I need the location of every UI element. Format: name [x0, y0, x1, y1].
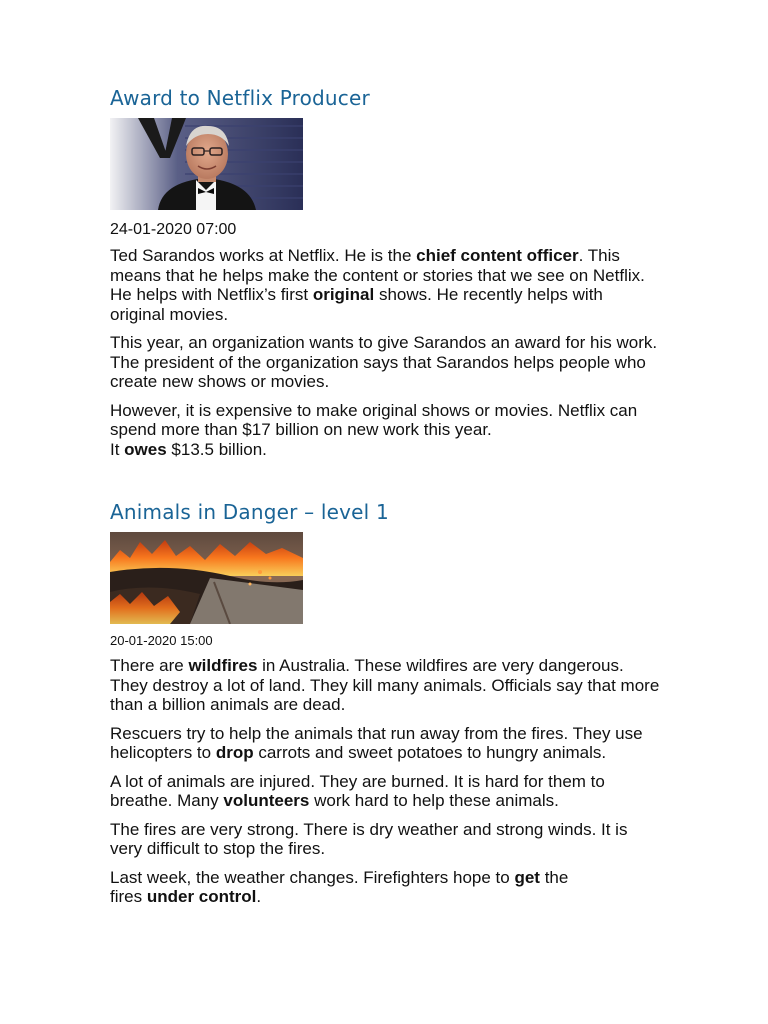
paragraph-text: The fires are very strong. There is dry weather and strong winds. It is very difficult to stop the fires. [110, 819, 628, 858]
article-paragraph [110, 333, 662, 392]
article-photo-wildfire [110, 532, 303, 624]
article-date: 20-01-2020 15:00 [110, 633, 213, 648]
article-paragraph [110, 868, 662, 907]
article-netflix-award [110, 85, 662, 468]
article-title[interactable]: Award to Netflix Producer [110, 86, 370, 110]
article-paragraph [110, 401, 662, 460]
article-paragraph [110, 246, 662, 324]
paragraph-text: the [539, 867, 569, 887]
paragraph-text: . This means that he helps make the content or stories that we see on Netflix. He helps with Netflix’s first [110, 246, 645, 304]
vocabulary-term: original [312, 285, 375, 304]
vocabulary-term: wildfires [188, 656, 258, 675]
article-paragraph [110, 772, 662, 811]
article-paragraph [110, 820, 662, 859]
paragraph-text: . [256, 887, 262, 906]
paragraph-text: shows. He recently helps with original movies. [110, 285, 603, 324]
paragraph-text: carrots and sweet potatoes to hungry animals. [253, 743, 607, 762]
paragraph-text: It [110, 439, 125, 459]
paragraph-text: However, it is expensive to make original shows or movies. Netflix can spend more than $17 billion on new work this year. [110, 400, 638, 439]
article-animals-in-danger [110, 499, 662, 916]
paragraph-text: A lot of animals are injured. They are burned. It is hard for them to breathe. Many [110, 771, 605, 810]
paragraph-text: There are [110, 656, 189, 675]
paragraph-text: This year, an organization wants to give Sarandos an award for his work. The president of the organization says that Sarandos helps people who create new shows or movies. [110, 333, 658, 391]
vocabulary-term: owes [124, 439, 167, 459]
paragraph-text: Last week, the weather changes. Firefighters hope to [110, 867, 515, 887]
vocabulary-term: volunteers [223, 791, 310, 810]
article-date: 24-01-2020 07:00 [110, 221, 237, 238]
article-photo-portrait [110, 118, 303, 210]
article-paragraph [110, 656, 662, 715]
vocabulary-term: get [514, 867, 540, 887]
paragraph-text: Ted Sarandos works at Netflix. He is the [110, 246, 417, 265]
vocabulary-term: drop [215, 743, 254, 762]
vocabulary-term: chief content officer [416, 246, 579, 265]
article-paragraph [110, 724, 662, 763]
article-title[interactable]: Animals in Danger – level 1 [110, 500, 389, 524]
paragraph-text: fires [110, 887, 147, 906]
paragraph-text: $13.5 billion. [166, 439, 267, 459]
vocabulary-term: under control [146, 887, 257, 906]
article-body [110, 246, 662, 459]
article-body [110, 656, 662, 907]
paragraph-text: in Australia. These wildfires are very dangerous. They destroy a lot of land. They kill many animals. Officials say that more than a billion animals are dead. [110, 656, 660, 714]
paragraph-text: Rescuers try to help the animals that run away from the fires. They use helicopters to [110, 723, 643, 762]
paragraph-text: work hard to help these animals. [309, 791, 559, 810]
